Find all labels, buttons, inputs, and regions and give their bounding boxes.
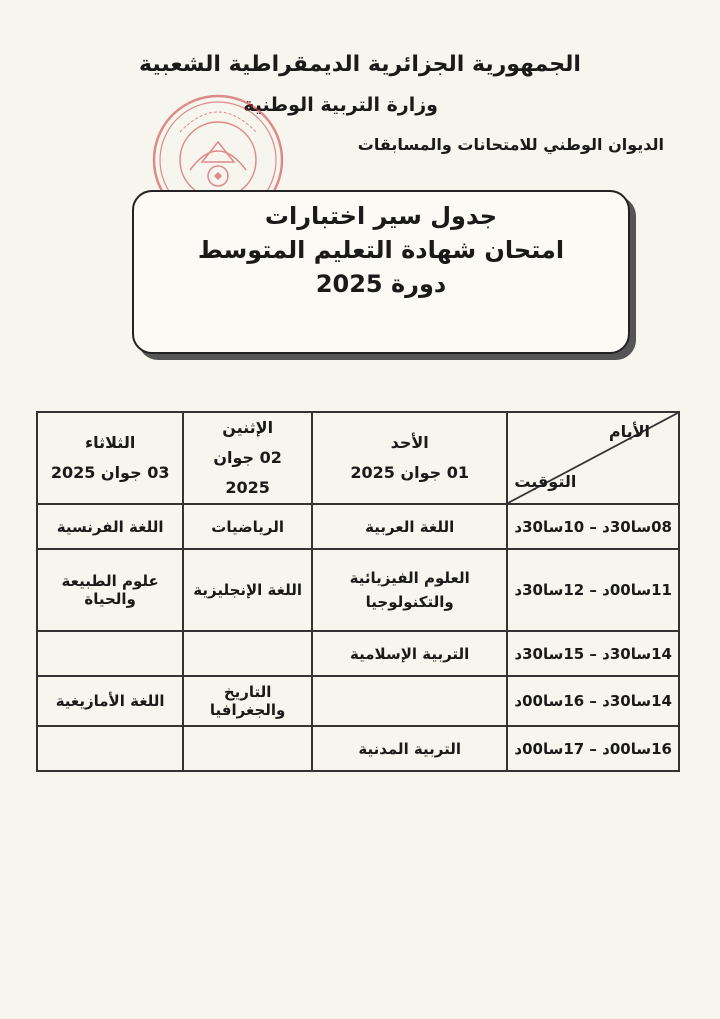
table-row <box>37 726 679 771</box>
day-name: الإثنين <box>222 418 274 437</box>
corner-time-label: التوقيت <box>514 472 577 491</box>
time-slot: 16سا00د – 17سا00د <box>507 726 679 771</box>
table-row <box>37 631 679 676</box>
subject-cell: التربية المدنية <box>312 726 507 771</box>
day-name: الأحد <box>390 433 429 452</box>
subject-cell: علوم الطبيعة والحياة <box>37 549 183 631</box>
subject-cell: اللغة العربية <box>312 504 507 549</box>
subject-cell: التربية الإسلامية <box>312 631 507 676</box>
time-slot: 14سا30د – 16سا00د <box>507 676 679 726</box>
subject-cell <box>183 631 312 676</box>
subject-cell <box>37 726 183 771</box>
day-date: 02 جوان 2025 <box>213 448 282 497</box>
exam-schedule-table <box>36 411 680 772</box>
title-box <box>132 190 630 354</box>
time-slot: 11سا00د – 12سا30د <box>507 549 679 631</box>
subject-cell <box>312 676 507 726</box>
day-header-tuesday <box>37 412 183 504</box>
day-header-monday <box>183 412 312 504</box>
corner-days-label: الأيام <box>608 422 650 441</box>
day-date: 03 جوان 2025 <box>50 463 170 482</box>
time-slot: 08سا30د – 10سا30د <box>507 504 679 549</box>
day-name: الثلاثاء <box>84 433 136 452</box>
subject-cell: اللغة الفرنسية <box>37 504 183 549</box>
table-row <box>37 549 679 631</box>
corner-cell <box>507 412 679 504</box>
subject-cell: التاريخ والجغرافيا <box>183 676 312 726</box>
day-date: 01 جوان 2025 <box>350 463 469 482</box>
subject-cell <box>183 726 312 771</box>
table-header-row <box>37 412 679 504</box>
header-ministry: وزارة التربية الوطنية <box>243 94 438 116</box>
header-office: الديوان الوطني للامتحانات والمسابقات <box>357 135 664 154</box>
time-slot: 14سا30د – 15سا30د <box>507 631 679 676</box>
subject-cell: اللغة الأمازيغية <box>37 676 183 726</box>
title-line-1: جدول سير اختبارات <box>264 202 498 230</box>
title-line-2: امتحان شهادة التعليم المتوسط <box>197 236 565 264</box>
subject-cell: العلوم الفيزيائية والتكنولوجيا <box>312 549 507 631</box>
table-row <box>37 504 679 549</box>
subject-cell: الرياضيات <box>183 504 312 549</box>
title-line-3: دورة 2025 <box>315 270 447 298</box>
subject-cell: اللغة الإنجليزية <box>183 549 312 631</box>
table-row <box>37 676 679 726</box>
header-republic: الجمهورية الجزائرية الديمقراطية الشعبية <box>139 52 581 77</box>
day-header-sunday <box>312 412 507 504</box>
subject-cell <box>37 631 183 676</box>
